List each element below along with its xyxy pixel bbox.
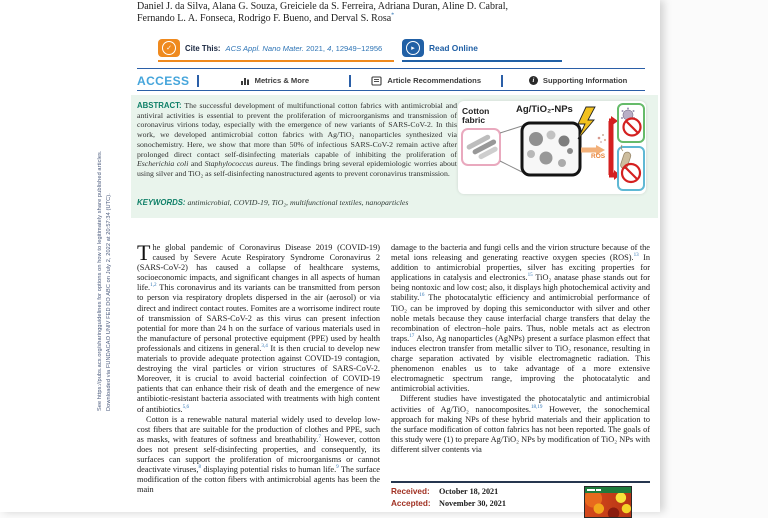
metrics-label: Metrics & More	[254, 76, 310, 85]
bacteria-result-box	[618, 147, 644, 190]
access-bar	[137, 71, 645, 90]
divider	[349, 75, 351, 87]
dates-divider	[391, 481, 650, 483]
citation-text: ACS Appl. Nano Mater. 2021, 4, 12949−12956	[225, 43, 383, 53]
ros-label: ROS	[591, 153, 606, 160]
dropcap: T	[137, 243, 151, 265]
intro-paragraph-text: he global pandemic of Coronavirus Disease 2019 (COVID-19) caused by Severe Acute Respiratory Syndrome Coronavirus 2 (SARS-CoV-2) has caused a collapse of healthcare systems, socioeconomic impacts, and significant changes in all aspects of human life.$^{1,2}$ This coronavirus and its variants can be transmitted from person to person via respiratory droplets dispersed in the air (aerosol) or via direct and indirect contact routes. Fomites are a worrisome indirect route of transmission of SARS-CoV-2 as this virus can present infection potential for more than 24 h on the surface of various materials used in the manufacture of personal protective equipment (PPE) used by health professionals and citizens in general.$^{3,4}$ It is then crucial to develop new materials to provide adequate protection against COVID-19 contagion, destroying the viral particles or virion structures of SARS-CoV-2. Moreover, it is crucial to avoid bacterial coinfection of COVID-19 patients that can enhance their risk of death and the emergence of new antibiotic-resistant bacteria associated with treatments with high content of antibiotics.$^{5,6}$	[137, 243, 380, 414]
keywords-label: KEYWORDS:	[137, 198, 186, 207]
abstract-section	[131, 95, 658, 218]
abstract-label: ABSTRACT:	[137, 101, 182, 110]
accepted-date: November 30, 2021	[439, 499, 506, 508]
access-rule-top	[137, 68, 645, 69]
intro-paragraph	[137, 243, 380, 415]
author-line-2: Fernando L. A. Fonseca, Rodrigo F. Bueno, and Derval S. Rosa*	[137, 11, 395, 24]
lightning-bolt-icon	[578, 107, 595, 139]
access-rule-bottom	[137, 90, 645, 91]
cite-this-chip[interactable]	[158, 36, 394, 62]
read-online-button[interactable]	[402, 36, 562, 62]
author-list	[137, 1, 642, 25]
right-column	[391, 243, 650, 481]
abstract-body: The successful development of multifunctional cotton fabrics with antimicrobial and antiviral activities is essential to prevent the proliferation of microorganisms and transmission of coronavirus virions today, especially with the emergence of new variants of SARS-CoV-2. In this work, we developed antimicrobial cotton fabrics with Ag/TiO₂ nanoparticles synthesized via sonochemistry. Here, we show that more than 50% of infectious SARS-CoV-2 remain active after prolonged direct contact self-disinfecting materials capable of inhibiting the proliferation of Escherichia coli and Staphylococcus aureus. The findings bring several epidemiologic worries about using silver and TiO₂ as self-disinfecting nanostructured agents to prevent coronavirus transmission.	[137, 101, 458, 178]
received-label: Received:	[391, 487, 430, 496]
download-note-line2: See https://pubs.acs.org/sharingguidelines for options on how to legitimately share published articles.	[97, 150, 103, 411]
keywords-text: antimicrobial, COVID-19, TiO₂, multifunctional textiles, nanoparticles	[187, 198, 409, 207]
metrics-and-more-link[interactable]	[207, 76, 341, 86]
supporting-label: Supporting Information	[542, 76, 628, 85]
received-date: October 18, 2021	[439, 487, 499, 496]
cotton-paragraph: Cotton is a renewable natural material widely used to develop low-cost fibers that are suitable for the production of clothes and PPE, such as masks, with features of softness and breathability.$^7$ However, cotton does not present self-disinfecting properties, and consequently, its surfaces can support the proliferation of microorganisms or cannot deactivate viruses,$^8$ displaying potential risks to human life.$^9$ The surface modification of the cotton fibers with antimicrobial agents has been the main	[137, 414, 380, 495]
access-link[interactable]: ACCESS	[137, 73, 190, 88]
abstract-text	[137, 101, 457, 179]
author-line-1: Daniel J. da Silva, Alana G. Souza, Greiciele da S. Ferreira, Adriana Duran, Aline D. Cabral,	[137, 1, 509, 12]
info-circle-icon: i	[529, 76, 538, 85]
received-row	[391, 487, 498, 496]
studies-paragraph: Different studies have investigated the photocatalytic and antimicrobial activities of Ag/TiO₂ nanocomposites.$^{18,19}$ However, the sonochemical approach for making NPs of these hybrid materials and their application to the surface modification of cotton fabrics has not been reported. The goals of this study were (1) to prepare Ag/TiO₂ NPs by modification of TiO₂ NPs with different silver contents via	[391, 394, 650, 454]
damage-paragraph: damage to the bacteria and fungi cells and the virion structure because of the metal ions releasing and generating reactive oxygen species (ROS).$^{13}$ In addition to antimicrobial properties, silver has exciting properties for applications in catalysis and electronics.$^{15}$ TiO₂ anatase phase stands out for being nontoxic and low cost; also, it displays high photochemical activity and stability.$^{16}$ The photocatalytic efficiency and antimicrobial performance of TiO₂ can be improved by doping this semiconductor with silver and other noble metals because they cause interfacial charge transfers that delay the recombination of electron−hole pairs. Thus, noble metals act as electron traps.$^{17}$ Also, Ag nanoparticles (AgNPs) present a surface plasmon effect that induces electron transfer from metallic silver to TiO₂ resonance, resulting in charge separation activated by visible electromagnetic radiation. This phenomenon enables us to take advantage of a more extensive electromagnetic spectrum range, improving the photocatalytic and antimicrobial activities.	[391, 243, 650, 394]
accepted-row	[391, 499, 506, 508]
document-icon	[371, 76, 382, 86]
recommendations-label: Article Recommendations	[387, 76, 482, 85]
accepted-label: Accepted:	[391, 499, 431, 508]
divider	[197, 75, 199, 87]
cover-heatmap	[585, 493, 631, 518]
supporting-information-link[interactable]	[511, 76, 645, 85]
read-online-icon: ▸	[402, 39, 424, 57]
download-note-line1: Downloaded via FUNDACAO UNIV FED DO ABC on July 2, 2022 at 20:57:34 (UTC).	[106, 193, 112, 411]
cite-this-label: Cite This:	[185, 43, 221, 53]
graphical-abstract	[458, 101, 646, 194]
cotton-fabric-label: Cotton fabric	[462, 106, 490, 125]
left-column	[137, 243, 380, 512]
journal-cover-thumbnail[interactable]	[584, 486, 632, 518]
read-online-label: Read Online	[429, 43, 478, 53]
keywords-line	[137, 198, 652, 207]
cite-check-icon: ✓	[158, 39, 180, 57]
article-recommendations-link[interactable]	[359, 76, 493, 86]
bar-chart-icon	[240, 76, 250, 86]
nps-label: Ag/TiO₂-NPs	[516, 104, 573, 115]
divider	[501, 75, 503, 87]
